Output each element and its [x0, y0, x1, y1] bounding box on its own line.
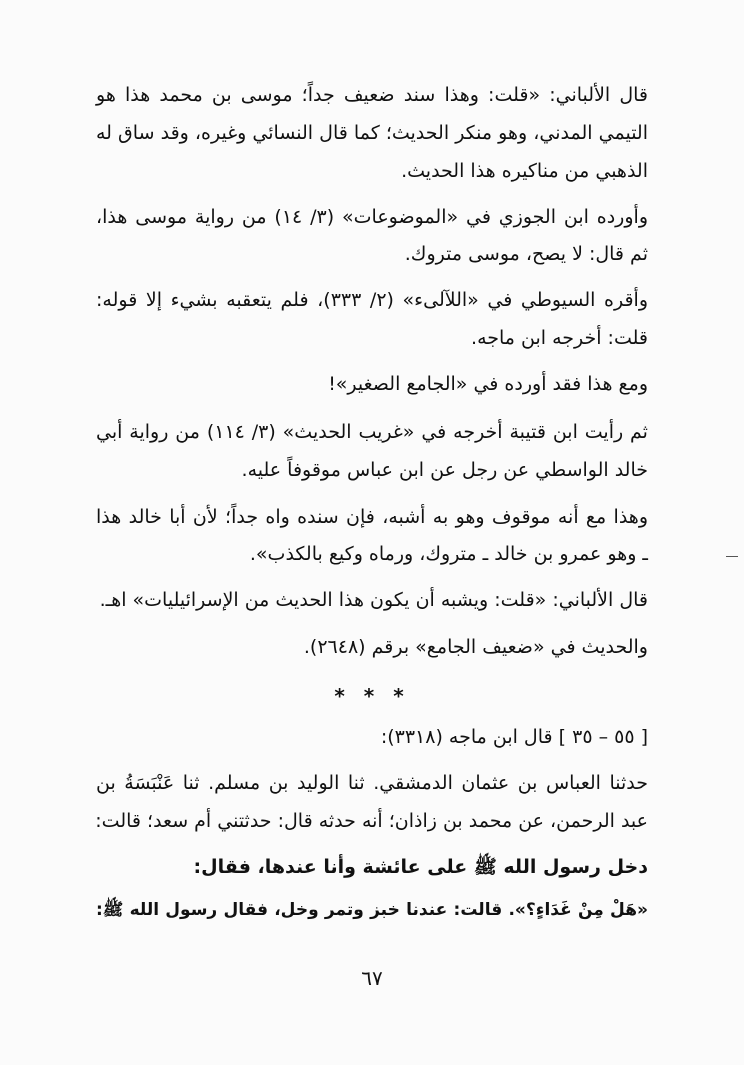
page-number: ٦٧: [361, 966, 383, 990]
hadith-header: [ ٥٥ – ٣٥ ] قال ابن ماجه (٣٣١٨):: [380, 726, 648, 748]
text-line: قلت: أخرجه ابن ماجه.: [471, 327, 648, 349]
text-line: قال الألباني: «قلت: ويشبه أن يكون هذا الحديث من الإسرائيليات» اهـ.: [99, 589, 648, 611]
text-line: التيمي المدني، وهو منكر الحديث؛ كما قال النسائي وغيره، وقد ساق له: [96, 122, 648, 144]
text-line: ثم قال: لا يصح، موسى متروك.: [404, 243, 648, 265]
text-line: وأورده ابن الجوزي في «الموضوعات» (٣/ ١٤) من رواية موسى هذا،: [96, 206, 648, 228]
text-line: الذهبي من مناكيره هذا الحديث.: [401, 160, 648, 182]
text-line: والحديث في «ضعيف الجامع» برقم (٢٦٤٨).: [303, 636, 648, 658]
text-line: ـ وهو عمرو بن خالد ـ متروك، ورماه وكيع بالكذب».: [249, 543, 648, 565]
text-line: وهذا مع أنه موقوف وهو به أشبه، فإن سنده واه جداً؛ لأن أبا خالد هذا: [96, 506, 648, 528]
text-line: خالد الواسطي عن رجل عن ابن عباس موقوفاً عليه.: [241, 459, 648, 481]
text-line: ومع هذا فقد أورده في «الجامع الصغير»!: [328, 373, 648, 395]
section-separator: * * *: [334, 684, 410, 708]
isnad-line: عبد الرحمن، عن محمد بن زاذان؛ أنه حدثه قال: حدثتني أم سعد؛ قالت:: [95, 810, 648, 832]
margin-mark: [726, 556, 738, 557]
text-line: قال الألباني: «قلت: وهذا سند ضعيف جداً؛ موسى بن محمد هذا هو: [96, 84, 648, 106]
text-line: ثم رأيت ابن قتيبة أخرجه في «غريب الحديث» (٣/ ١١٤) من رواية أبي: [96, 421, 648, 443]
matn-line: دخل رسول الله ﷺ على عائشة وأنا عندها، فقال:: [193, 856, 648, 878]
text-line: وأقره السيوطي في «اللآلىء» (٢/ ٣٣٣)، فلم يتعقبه بشيء إلا قوله:: [96, 289, 648, 311]
matn-line: «هَلْ مِنْ غَدَاءٍ؟». قالت: عندنا خبز وتمر وخل، فقال رسول الله ﷺ:: [96, 900, 648, 920]
isnad-line: حدثنا العباس بن عثمان الدمشقي. ثنا الوليد بن مسلم. ثنا عَنْبَسَةُ بن: [96, 772, 648, 794]
